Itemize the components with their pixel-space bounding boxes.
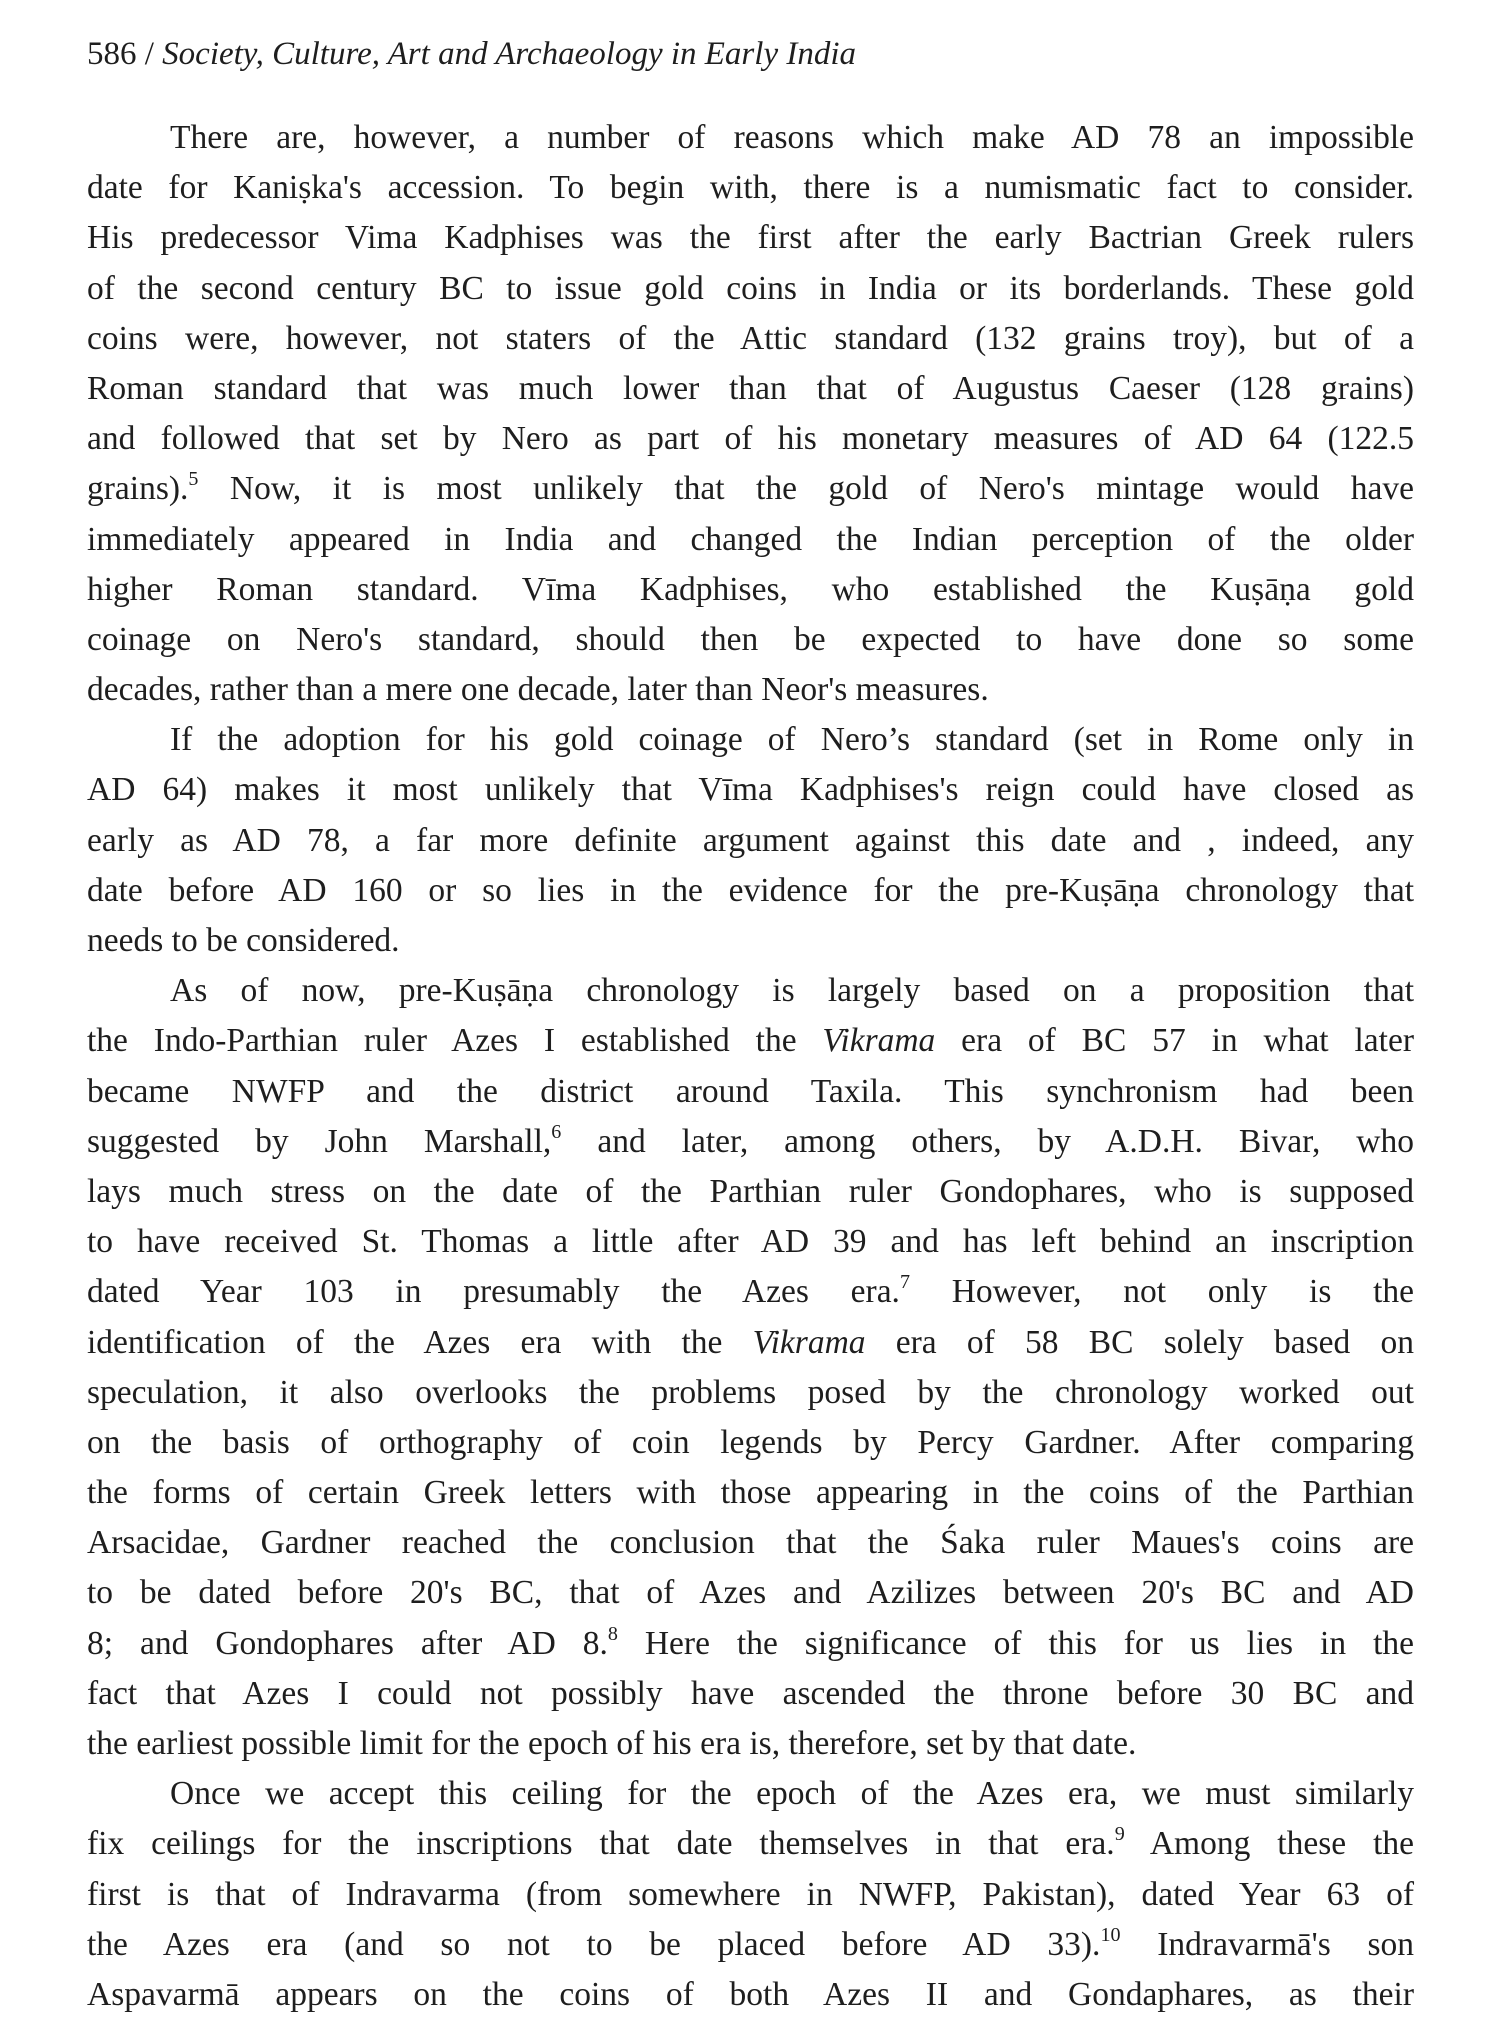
text-run: However, not only is the xyxy=(909,1273,1414,1311)
text-run: early as AD 78, a far more definite argument against this date and , indeed, any xyxy=(87,821,1414,859)
text-line xyxy=(87,163,1414,213)
paragraph xyxy=(87,966,1414,1769)
text-run: immediately appeared in India and changed the Indian perception of the older xyxy=(87,520,1414,558)
text-line xyxy=(87,364,1414,414)
text-run: Here the significance of this for us lies in the xyxy=(617,1624,1414,1662)
text-run: fact that Azes I could not possibly have ascended the throne before 30 BC and xyxy=(87,1674,1414,1712)
text-line xyxy=(87,1368,1414,1418)
text-line xyxy=(87,916,1414,966)
text-line xyxy=(87,1568,1414,1618)
text-run: the earliest possible limit for the epoch of his era is, therefore, set by that date. xyxy=(87,1725,1137,1762)
text-line xyxy=(87,715,1414,765)
text-run: Roman standard that was much lower than that of Augustus Caeser (128 grains) xyxy=(87,369,1414,407)
text-line xyxy=(87,213,1414,263)
text-run: 8; and Gondophares after AD 8. xyxy=(87,1624,608,1662)
paragraph xyxy=(87,1769,1414,2020)
text-line xyxy=(87,816,1414,866)
text-line xyxy=(87,1117,1414,1167)
text-run: suggested by John Marshall, xyxy=(87,1122,552,1160)
text-line xyxy=(87,565,1414,615)
text-run: Indravarmā's son xyxy=(1120,1925,1415,1963)
text-line xyxy=(87,665,1414,715)
text-run: needs to be considered. xyxy=(87,922,400,959)
text-run: AD 64) makes it most unlikely that Vīma Kadphises's reign could have closed as xyxy=(87,771,1414,809)
text-run: to be dated before 20's BC, that of Azes and Azilizes between 20's BC and AD xyxy=(87,1574,1414,1612)
text-run: on the basis of orthography of coin legends by Percy Gardner. After comparing xyxy=(87,1423,1414,1461)
text-run: coins were, however, not staters of the Attic standard (132 grains troy), but of a xyxy=(87,319,1414,357)
text-line xyxy=(87,1719,1414,1769)
paragraph xyxy=(87,113,1414,715)
text-run: the Azes era (and so not to be placed before AD 33). xyxy=(87,1925,1101,1963)
text-run: higher Roman standard. Vīma Kadphises, who established the Kuṣāṇa gold xyxy=(87,570,1414,608)
body-text xyxy=(87,113,1414,2020)
text-line xyxy=(87,1217,1414,1267)
text-run: As of now, pre-Kuṣāṇa chronology is largely based on a proposition that xyxy=(170,972,1414,1010)
text-line xyxy=(87,1669,1414,1719)
text-line xyxy=(87,1167,1414,1217)
italic-term: Vikrama xyxy=(822,1022,936,1060)
paragraph xyxy=(87,715,1414,966)
text-run: and followed that set by Nero as part of his monetary measures of AD 64 (122.5 xyxy=(87,420,1414,458)
text-run: decades, rather than a mere one decade, later than Neor's measures. xyxy=(87,671,989,709)
text-line xyxy=(87,1267,1414,1317)
text-run: There are, however, a number of reasons which make AD 78 an impossible xyxy=(170,119,1414,156)
text-line xyxy=(87,1920,1414,1970)
text-line xyxy=(87,1067,1414,1117)
text-run: Aspavarmā appears on the coins of both Azes II and Gondaphares, as their xyxy=(87,1975,1414,2013)
text-line xyxy=(87,113,1414,163)
footnote-marker: 9 xyxy=(1114,1823,1125,1846)
text-line xyxy=(87,1819,1414,1869)
book-title: Society, Culture, Art and Archaeology in Early India xyxy=(162,36,856,72)
text-line xyxy=(87,615,1414,665)
text-run: fix ceilings for the inscriptions that date themselves in that era. xyxy=(87,1825,1115,1863)
text-run: Among these the xyxy=(1124,1825,1414,1863)
text-run: date for Kaniṣka's accession. To begin with, there is a numismatic fact to consider. xyxy=(87,169,1414,207)
text-line xyxy=(87,1518,1414,1568)
footnote-marker: 8 xyxy=(607,1622,618,1645)
running-header xyxy=(87,36,856,73)
text-run: the forms of certain Greek letters with those appearing in the coins of the Parthian xyxy=(87,1474,1414,1512)
text-run: date before AD 160 or so lies in the evidence for the pre-Kuṣāṇa chronology that xyxy=(87,871,1414,909)
text-line xyxy=(87,966,1414,1016)
text-line xyxy=(87,765,1414,815)
footnote-marker: 10 xyxy=(1100,1923,1121,1946)
text-run: Arsacidae, Gardner reached the conclusion that the Śaka ruler Maues's coins are xyxy=(87,1524,1414,1562)
text-run: speculation, it also overlooks the problems posed by the chronology worked out xyxy=(87,1373,1414,1411)
text-line xyxy=(87,1468,1414,1518)
text-line xyxy=(87,1769,1414,1819)
text-line xyxy=(87,1619,1414,1669)
text-run: dated Year 103 in presumably the Azes era. xyxy=(87,1273,900,1311)
footnote-marker: 6 xyxy=(551,1120,562,1143)
footnote-marker: 5 xyxy=(188,468,199,491)
text-run: coinage on Nero's standard, should then be expected to have done so some xyxy=(87,620,1414,658)
text-line xyxy=(87,866,1414,916)
text-line xyxy=(87,1970,1414,2020)
text-run: His predecessor Vima Kadphises was the first after the early Bactrian Greek rulers xyxy=(87,219,1414,257)
text-run: to have received St. Thomas a little after AD 39 and has left behind an inscription xyxy=(87,1223,1414,1261)
text-line xyxy=(87,1418,1414,1468)
text-line xyxy=(87,314,1414,364)
text-run: became NWFP and the district around Taxila. This synchronism had been xyxy=(87,1072,1414,1110)
text-run: Now, it is most unlikely that the gold of Nero's mintage would have xyxy=(198,470,1414,508)
page-number: 586 / xyxy=(87,36,154,72)
text-run: identification of the Azes era with the xyxy=(87,1323,753,1361)
text-run: first is that of Indravarma (from somewhere in NWFP, Pakistan), dated Year 63 of xyxy=(87,1875,1414,1913)
text-line xyxy=(87,1318,1414,1368)
text-run: the Indo-Parthian ruler Azes I established the xyxy=(87,1022,823,1060)
text-run: era of BC 57 in what later xyxy=(935,1022,1414,1060)
text-line xyxy=(87,464,1414,514)
text-run: Once we accept this ceiling for the epoch of the Azes era, we must similarly xyxy=(170,1775,1414,1813)
text-line xyxy=(87,515,1414,565)
text-line xyxy=(87,414,1414,464)
text-run: lays much stress on the date of the Parthian ruler Gondophares, who is supposed xyxy=(87,1172,1414,1210)
text-run: grains). xyxy=(87,470,189,508)
text-line xyxy=(87,1870,1414,1920)
text-run: and later, among others, by A.D.H. Bivar, who xyxy=(561,1122,1414,1160)
text-run: era of 58 BC solely based on xyxy=(865,1323,1414,1361)
italic-term: Vikrama xyxy=(752,1323,866,1361)
text-line xyxy=(87,264,1414,314)
text-run: If the adoption for his gold coinage of Nero’s standard (set in Rome only in xyxy=(170,721,1414,759)
footnote-marker: 7 xyxy=(899,1271,910,1294)
text-run: of the second century BC to issue gold coins in India or its borderlands. These gold xyxy=(87,269,1414,307)
text-line xyxy=(87,1016,1414,1066)
